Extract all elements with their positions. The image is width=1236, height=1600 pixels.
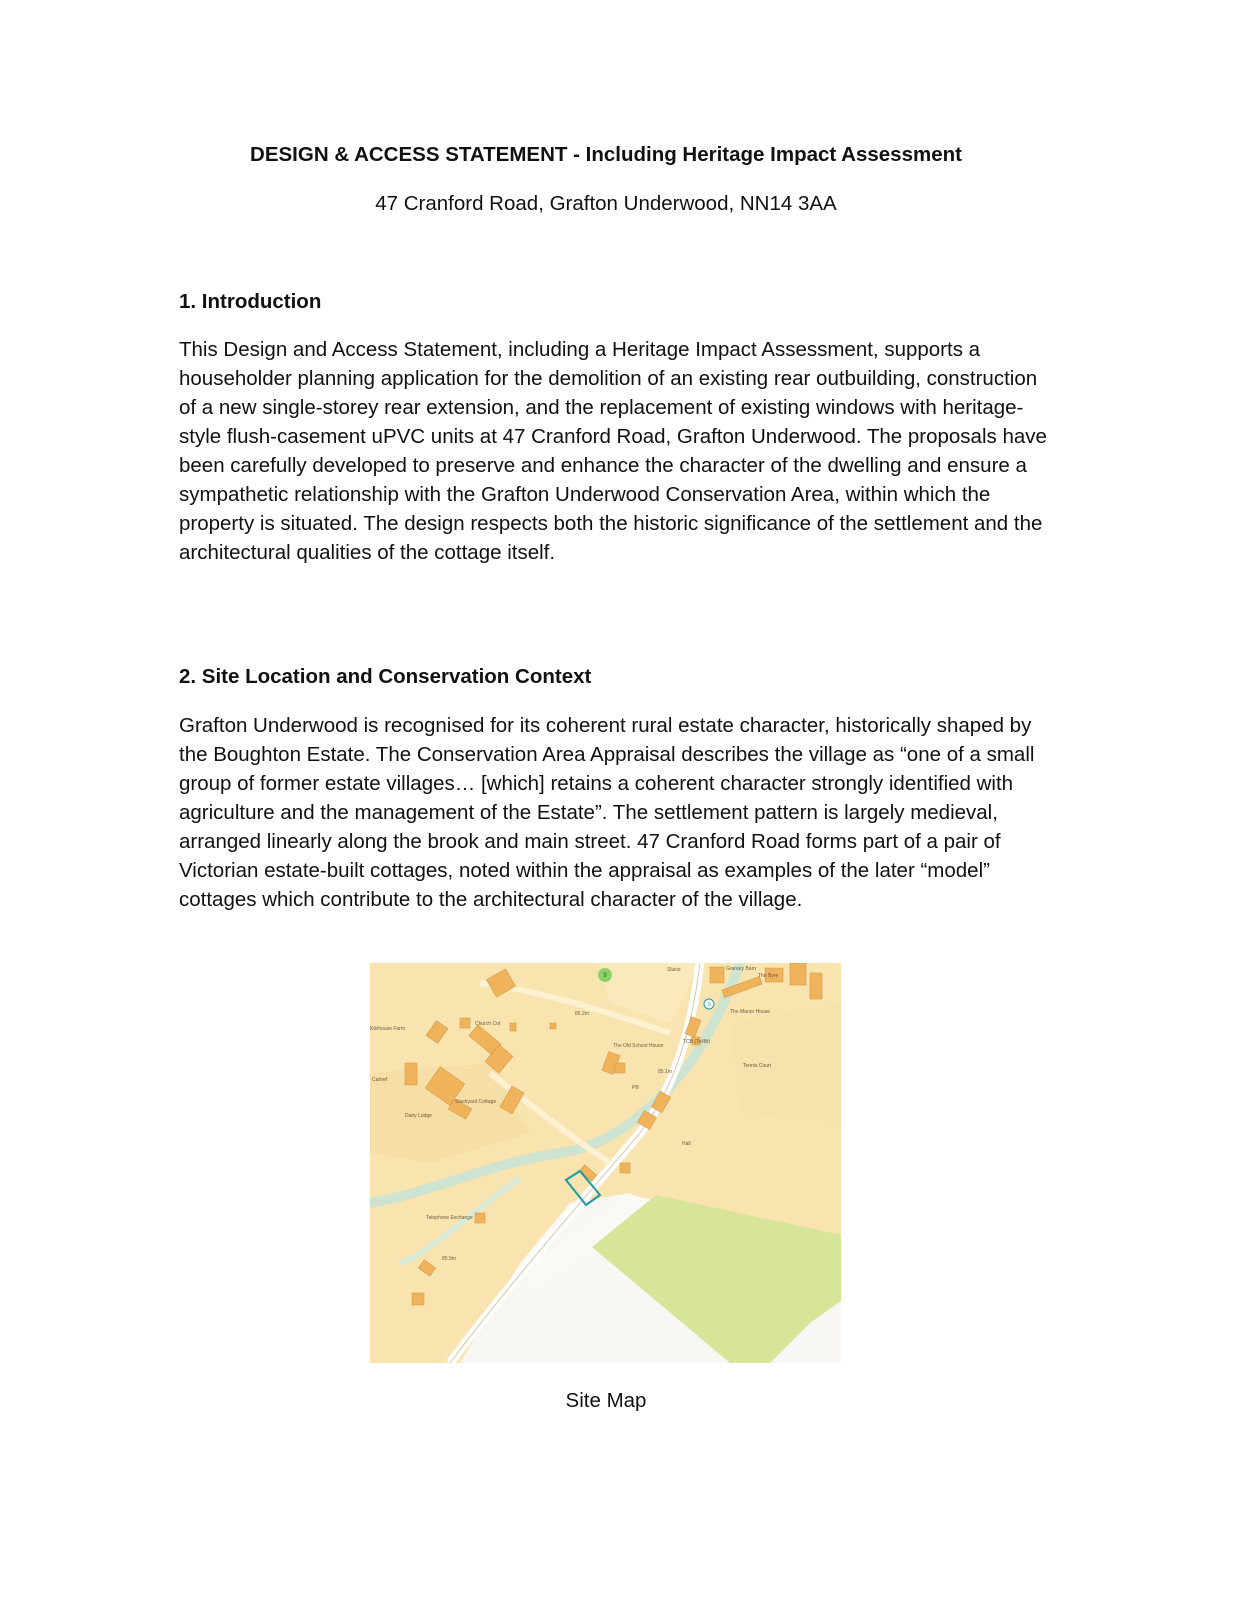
- map-building: [710, 967, 724, 983]
- map-building: [460, 1018, 470, 1028]
- map-label: PB: [632, 1085, 639, 1091]
- map-label: The Manor House: [730, 1009, 771, 1015]
- section-body-site-location: Grafton Underwood is recognised for its coherent rural estate character, historically shaped by the Boughton Estate. The Conservation Area Appraisal describes the village as “one of a small group of former estate villages… [which] retains a coherent character strongly identified with agriculture and the management of the Estate”. The settlement pattern is largely medieval, arranged linearly along the brook and main street. 47 Cranford Road forms part of a pair of Victorian estate-built cottages, noted within the appraisal as examples of the later “model” cottages which contribute to the architectural character of the village.: [179, 714, 1035, 911]
- figure-caption: Site Map: [565, 1389, 647, 1412]
- section-heading-introduction: 1. Introduction: [179, 290, 322, 313]
- map-label: TCB (Tel/Bt): [683, 1039, 711, 1045]
- map-label: Sluice: [667, 967, 681, 973]
- site-map-image: [370, 963, 841, 1363]
- map-label: Telephone Exchange: [426, 1215, 473, 1221]
- map-label: Cartref: [372, 1077, 388, 1083]
- map-label: The Byre: [758, 973, 779, 979]
- map-label: Granary Barn: [726, 966, 757, 972]
- section-body-introduction: This Design and Access Statement, including a Heritage Impact Assessment, supports a householder planning application for the demolition of an existing rear outbuilding, construction of a new single-storey rear extension, and the replacement of existing windows with heritage-style flush-casement uPVC units at 47 Cranford Road, Grafton Underwood. The proposals have been carefully developed to preserve and enhance the character of the dwelling and ensure a sympathetic relationship with the Grafton Underwood Conservation Area, within which the property is situated. The design respects both the historic significance of the settlement and the architectural qualities of the cottage itself.: [179, 338, 1047, 564]
- map-building: [620, 1163, 630, 1173]
- map-label: Hall: [682, 1141, 691, 1147]
- map-label: Church Cot: [475, 1021, 501, 1027]
- map-building: [412, 1293, 424, 1305]
- map-label: 85.2m: [575, 1011, 589, 1017]
- map-building: [790, 963, 806, 985]
- map-building: [475, 1213, 485, 1223]
- document-address: 47 Cranford Road, Grafton Underwood, NN14 3AA: [375, 192, 837, 215]
- map-building: [550, 1023, 556, 1029]
- map-building: [615, 1063, 625, 1073]
- map-label: 85.9m: [442, 1256, 456, 1262]
- map-building: [510, 1023, 516, 1031]
- map-label: Dairy Lodge: [405, 1113, 432, 1119]
- map-marker-ring-label: S: [707, 1002, 711, 1008]
- map-label: Stackyard Cottage: [455, 1099, 497, 1105]
- map-label: The Old School House: [613, 1043, 664, 1049]
- site-map-svg: [370, 963, 841, 1363]
- map-label: Tennis Court: [743, 1063, 772, 1069]
- map-label: Kilnhouse Farm: [370, 1026, 406, 1032]
- map-marker-green-label: 9: [603, 973, 607, 979]
- section-heading-site-location: 2. Site Location and Conservation Context: [179, 665, 592, 688]
- map-label: 85.1m: [658, 1069, 672, 1075]
- document-title: DESIGN & ACCESS STATEMENT - Including Heritage Impact Assessment: [250, 143, 962, 166]
- map-building: [405, 1063, 417, 1085]
- map-building: [810, 973, 822, 999]
